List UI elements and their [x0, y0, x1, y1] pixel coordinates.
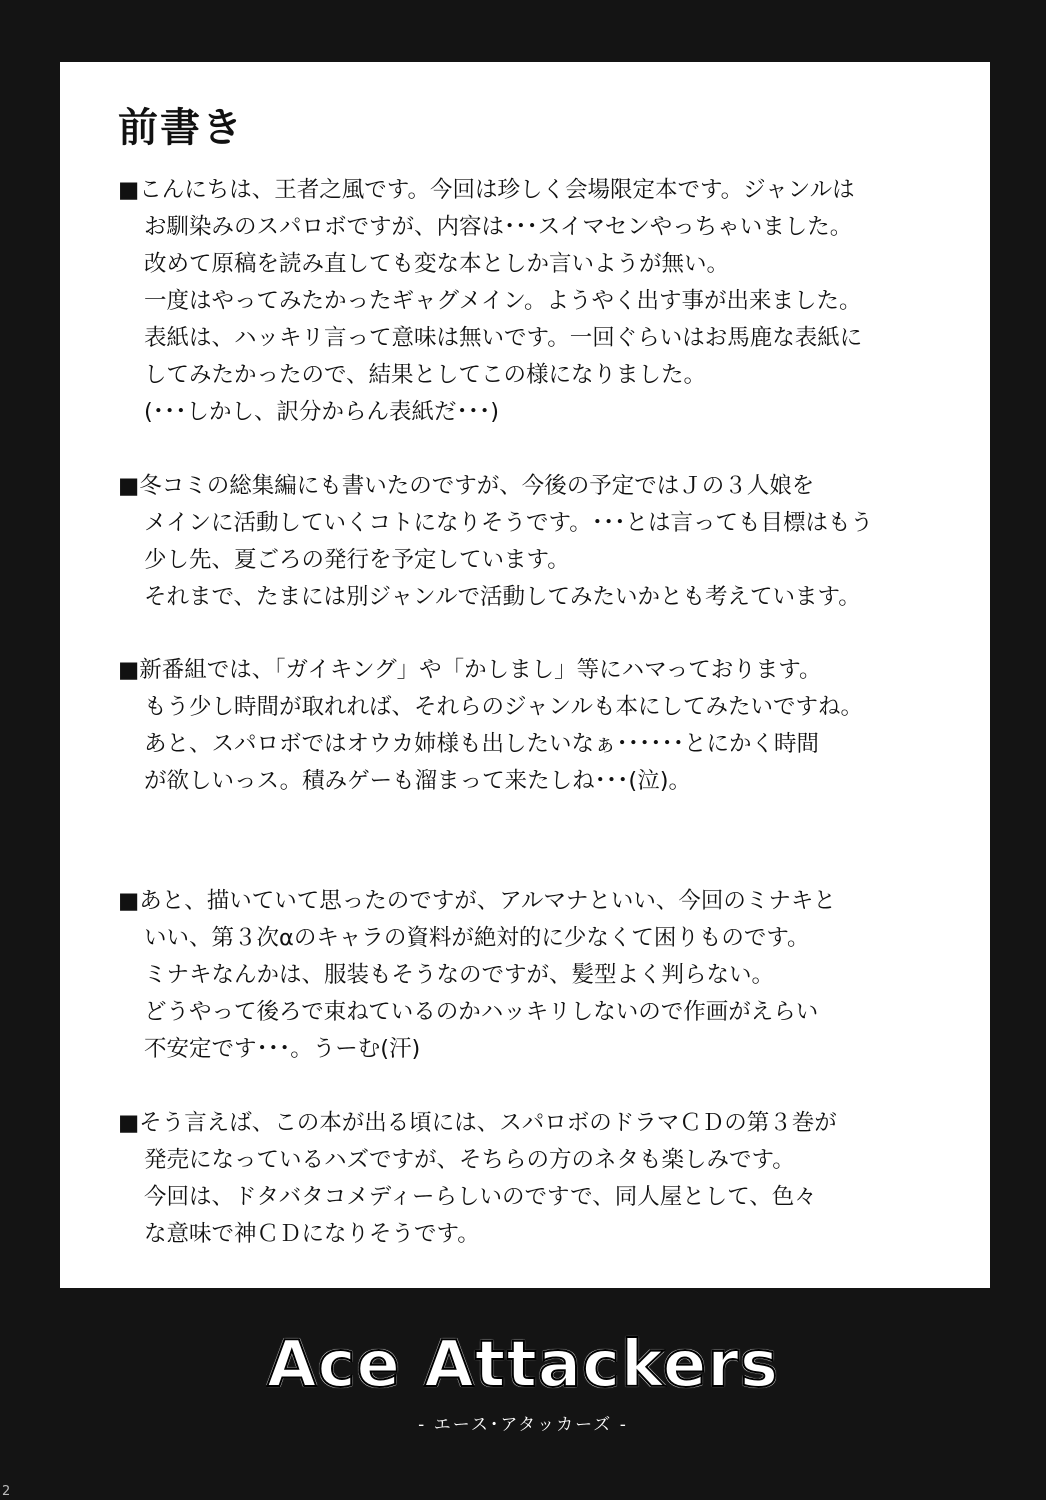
text-line: ■あと、描いていて思ったのですが、アルマナといい、今回のミナキと	[118, 888, 836, 914]
page-title: 前書き	[118, 105, 244, 151]
footer-logo-subtitle: - エース･アタッカーズ -	[418, 1415, 628, 1435]
text-line: どうやって後ろで束ねているのかハッキリしないので作画がえらい	[144, 999, 819, 1025]
text-line: あと、スパロボではオウカ姉様も出したいなぁ･･････とにかく時間	[144, 731, 820, 757]
text-line: ■冬コミの総集編にも書いたのですが、今後の予定ではＪの３人娘を	[118, 473, 815, 499]
text-line: 不安定です･･･。うーむ(汗)	[144, 1036, 421, 1062]
text-line: (･･･しかし、訳分からん表紙だ･･･)	[144, 399, 500, 425]
text-line: が欲しいっス。積みゲーも溜まって来たしね･･･(泣)。	[144, 768, 691, 794]
text-line: お馴染みのスパロボですが、内容は･･･スイマセンやっちゃいました。	[144, 214, 853, 240]
text-line: 発売になっているハズですが、そちらの方のネタも楽しみです。	[144, 1147, 795, 1173]
text-line: それまで、たまには別ジャンルで活動してみたいかとも考えています。	[144, 584, 861, 610]
text-page-panel	[60, 62, 990, 1288]
text-line: ■そう言えば、この本が出る頃には、スパロボのドラマＣＤの第３巻が	[118, 1110, 837, 1136]
text-line: 改めて原稿を読み直しても変な本としか言いようが無い。	[144, 251, 730, 277]
text-line: 少し先、夏ごろの発行を予定しています。	[144, 547, 570, 573]
text-line: メインに活動していくコトになりそうです。･･･とは言っても目標はもう	[144, 510, 874, 536]
paragraph-introduction	[118, 172, 978, 431]
text-line: 表紙は、ハッキリ言って意味は無いです。一回ぐらいはお馬鹿な表紙に	[144, 325, 863, 351]
text-line: いい、第３次αのキャラの資料が絶対的に少なくて困りものです。	[144, 925, 810, 951]
footer-logo-title: Ace Attackers	[267, 1328, 779, 1402]
text-line: 今回は、ドタバタコメディーらしいのですで、同人屋として、色々	[144, 1184, 817, 1210]
text-line: もう少し時間が取れれば、それらのジャンルも本にしてみたいですね。	[144, 694, 863, 720]
text-line: してみたかったので、結果としてこの様になりました。	[144, 362, 707, 388]
text-line: ■新番組では、「ガイキング」や「かしまし」等にハマっております。	[118, 657, 822, 683]
text-line: ミナキなんかは、服装もそうなのですが、髪型よく判らない。	[144, 962, 775, 988]
paragraph-new-shows	[118, 652, 978, 800]
text-line: ■こんにちは、王者之風です。今回は珍しく会場限定本です。ジャンルは	[118, 177, 855, 203]
paragraph-future-plans	[118, 468, 978, 616]
paragraph-drama-cd	[118, 1105, 978, 1253]
text-line: な意味で神ＣＤになりそうです。	[144, 1221, 480, 1247]
text-line: 一度はやってみたかったギャグメイン。ようやく出す事が出来ました。	[144, 288, 862, 314]
page-number: 2	[2, 1484, 11, 1499]
paragraph-character-references	[118, 883, 978, 1068]
